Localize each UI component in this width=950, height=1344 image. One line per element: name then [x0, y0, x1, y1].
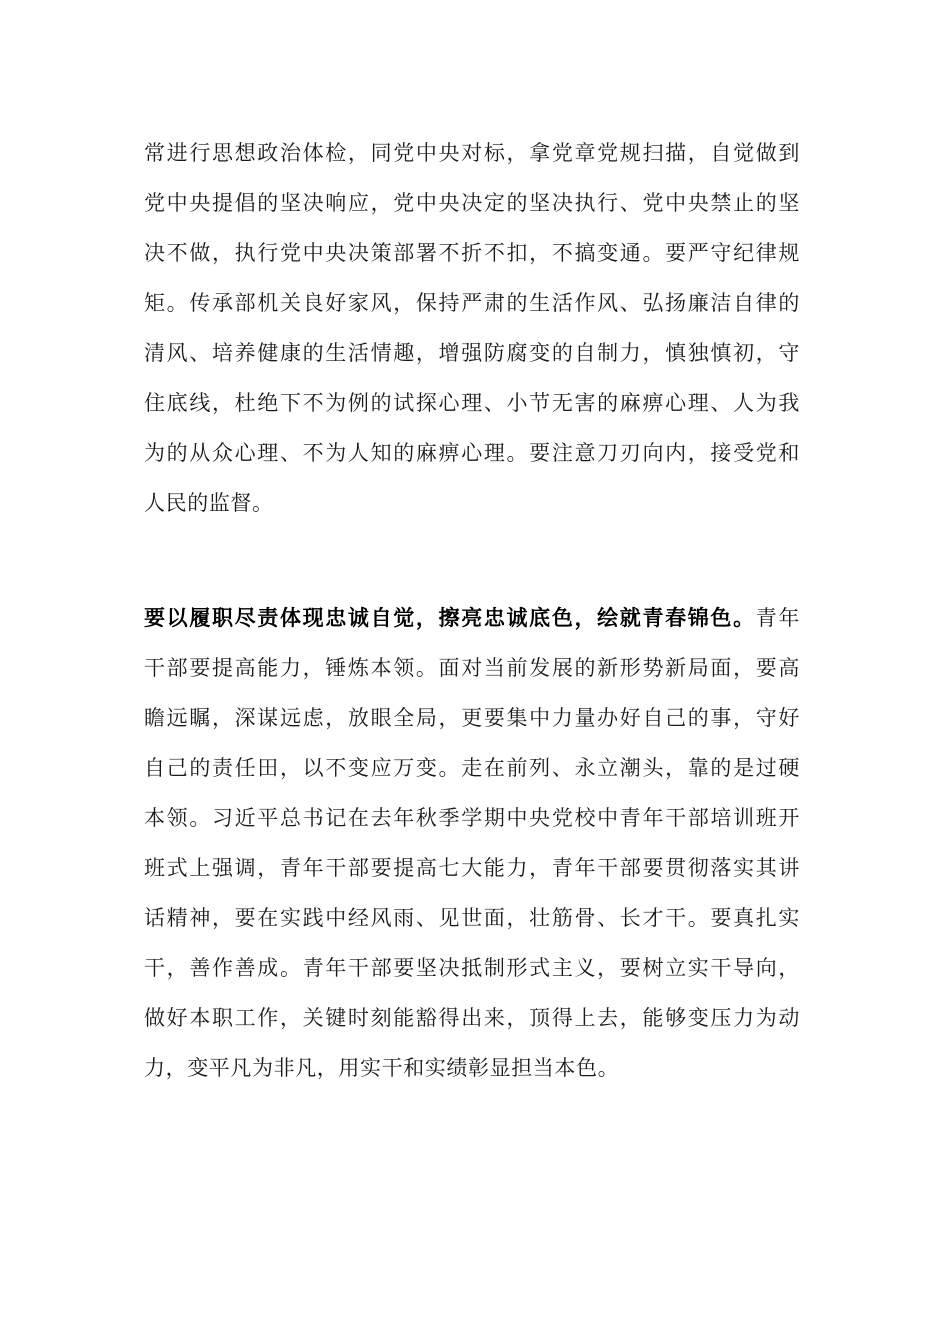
text-line: 干，善作善成。青年干部要坚决抵制形式主义，要树立实干导向， — [144, 956, 800, 980]
text-fragment: 青年 — [755, 606, 800, 630]
text-line-first — [144, 593, 800, 643]
text-line: 干部要提高能力，锤炼本领。面对当前发展的新形势新局面，要高 — [144, 656, 800, 680]
paragraph-duty — [144, 593, 800, 1093]
text-line: 瞻远瞩，深谋远虑，放眼全局，更要集中力量办好自己的事，守好 — [144, 706, 800, 730]
paragraph-lead-heading: 要以履职尽责体现忠诚自觉，擦亮忠诚底色，绘就青春锦色。 — [144, 605, 756, 630]
text-line: 本领。习近平总书记在去年秋季学期中央党校中青年干部培训班开 — [144, 806, 800, 830]
text-line: 做好本职工作，关键时刻能豁得出来，顶得上去，能够变压力为动 — [144, 1006, 800, 1030]
text-line: 决不做，执行党中央决策部署不折不扣，不搞变通。要严守纪律规 — [144, 241, 800, 265]
text-line: 矩。传承部机关良好家风，保持严肃的生活作风、弘扬廉洁自律的 — [144, 291, 800, 315]
text-line: 党中央提倡的坚决响应，党中央决定的坚决执行、党中央禁止的坚 — [144, 191, 800, 215]
text-line: 住底线，杜绝下不为例的试探心理、小节无害的麻痹心理、人为我 — [144, 391, 800, 415]
text-line: 话精神，要在实践中经风雨、见世面，壮筋骨、长才干。要真扎实 — [144, 906, 800, 930]
text-line: 人民的监督。 — [144, 491, 274, 515]
text-line: 自己的责任田，以不变应万变。走在前列、永立潮头，靠的是过硬 — [144, 756, 800, 780]
text-line: 力，变平凡为非凡，用实干和实绩彰显担当本色。 — [144, 1056, 620, 1080]
text-line: 班式上强调，青年干部要提高七大能力，青年干部要贯彻落实其讲 — [144, 856, 800, 880]
text-line: 常进行思想政治体检，同党中央对标，拿党章党规扫描，自觉做到 — [144, 141, 800, 165]
text-line: 为的从众心理、不为人知的麻痹心理。要注意刀刃向内，接受党和 — [144, 441, 800, 465]
paragraph-discipline — [144, 128, 800, 528]
text-line: 清风、培养健康的生活情趣，增强防腐变的自制力，慎独慎初，守 — [144, 341, 800, 365]
